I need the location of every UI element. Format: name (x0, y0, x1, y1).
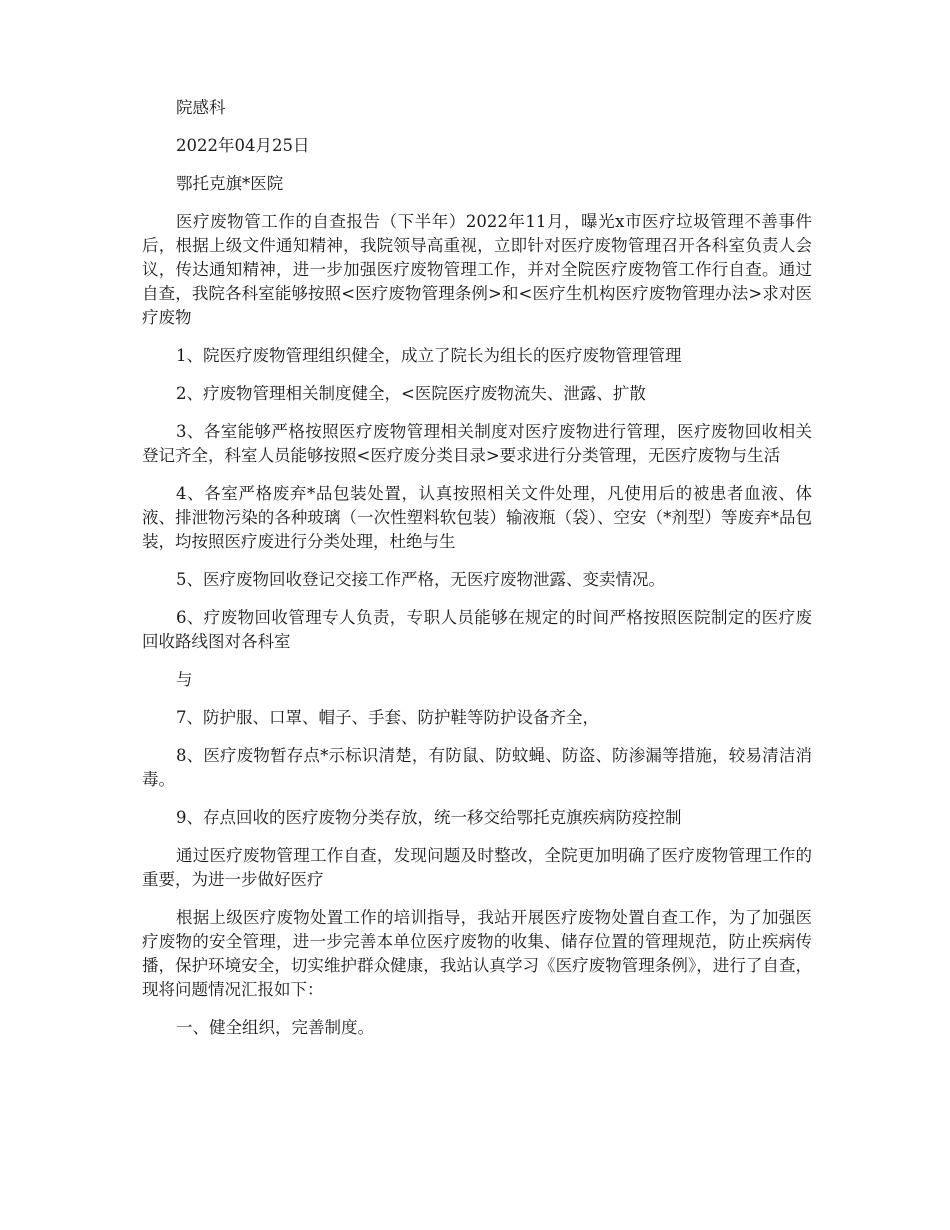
department-line: 院感科 (176, 98, 226, 117)
item-2-paragraph: 2、疗废物管理相关制度健全，<医院医疗废物流失、泄露、扩散 (176, 384, 646, 403)
item-1-paragraph: 1、院医疗废物管理组织健全，成立了院长为组长的医疗废物管理管理 (176, 346, 682, 365)
section-heading-1: 一、健全组织，完善制度。 (176, 1018, 374, 1037)
item-6-paragraph: 6、疗废物回收管理专人负责，专职人员能够在规定的时间严格按照医院制定的医疗废回收路线图对各科室 (142, 608, 812, 651)
intro-paragraph: 医疗废物管工作的自查报告（下半年）2022年11月，曝光x市医疗垃圾管理不善事件后，根据上级文件通知精神，我院领导高重视，立即针对医疗废物管理召开各科室负责人会议，传达通知精神，进一步加强医疗废物管理工作，并对全院医疗废物管工作行自查。通过自查，我院各科室能够按照<医疗废物管理条例>和<医疗生机构医疗废物管理办法>求对医疗废物 (142, 212, 812, 327)
item-7-paragraph: 7、防护服、口罩、帽子、手套、防护鞋等防护设备齐全， (176, 708, 599, 727)
fragment-paragraph: 与 (176, 670, 193, 689)
item-5-paragraph: 5、医疗废物回收登记交接工作严格，无医疗废物泄露、变卖情况。 (176, 570, 665, 589)
item-4-paragraph: 4、各室严格废弃*品包装处置，认真按照相关文件处理，凡使用后的被患者血液、体液、排泄物污染的各种玻璃（一次性塑料软包装）输液瓶（袋）、空安（*剂型）等废弃*品包装，均按照医疗废进行分类处理，杜绝与生 (142, 484, 812, 551)
document-body (142, 96, 812, 1054)
item-9-paragraph: 9、存点回收的医疗废物分类存放，统一移交给鄂托克旗疾病防疫控制 (176, 808, 682, 827)
item-3-paragraph: 3、各室能够严格按照医疗废物管理相关制度对医疗废物进行管理，医疗废物回收相关登记齐全，科室人员能够按照<医疗废分类目录>要求进行分类管理，无医疗废物与生活 (142, 422, 812, 465)
date-line: 2022年04月25日 (176, 136, 310, 155)
second-report-paragraph: 根据上级医疗废物处置工作的培训指导，我站开展医疗废物处置自查工作，为了加强医疗废物的安全管理，进一步完善本单位医疗废物的收集、储存位置的管理规范，防止疾病传播，保护环境安全，切实维护群众健康，我站认真学习《医疗废物管理条例》，进行了自查，现将问题情况汇报如下： (142, 908, 812, 999)
hospital-line: 鄂托克旗*医院 (176, 174, 284, 193)
item-8-paragraph: 8、医疗废物暂存点*示标识清楚，有防鼠、防蚊蝇、防盗、防渗漏等措施，较易清洁消毒。 (142, 746, 812, 789)
summary-paragraph: 通过医疗废物管理工作自查，发现问题及时整改，全院更加明确了医疗废物管理工作的重要，为进一步做好医疗 (142, 846, 812, 889)
